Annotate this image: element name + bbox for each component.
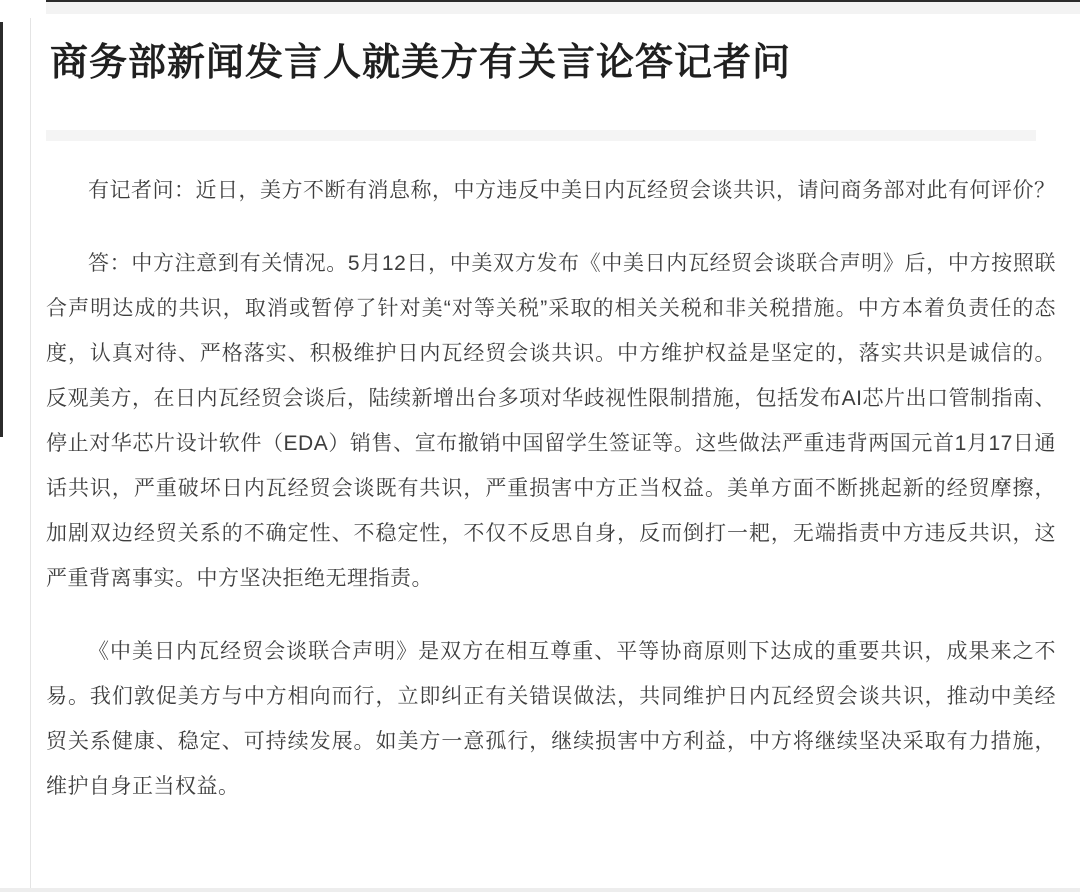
article-paragraph-answer-2: 《中美日内瓦经贸会谈联合声明》是双方在相互尊重、平等协商原则下达成的重要共识，成果来之不易。我们敦促美方与中方相向而行，立即纠正有关错误做法，共同维护日内瓦经贸会谈共识，推动中美经贸关系健康、稳定、可持续发展。如美方一意孤行，继续损害中方利益，中方将继续坚决采取有力措施，维护自身正当权益。 <box>46 640 1056 798</box>
content-left-divider <box>30 18 31 892</box>
article-body <box>46 168 1056 837</box>
article-paragraph-question: 有记者问：近日，美方不断有消息称，中方违反中美日内瓦经贸会谈共识，请问商务部对此有何评价？ <box>88 179 1056 202</box>
top-divider-strip <box>46 2 1080 14</box>
article-paragraph-answer-1: 答：中方注意到有关情况。5月12日，中美双方发布《中美日内瓦经贸会谈联合声明》后，中方按照联合声明达成的共识，取消或暂停了针对美“对等关税”采取的相关关税和非关税措施。中方本着负责任的态度，认真对待、严格落实、积极维护日内瓦经贸会谈共识。中方维护权益是坚定的，落实共识是诚信的。反观美方，在日内瓦经贸会谈后，陆续新增出台多项对华歧视性限制措施，包括发布AI芯片出口管制指南、停止对华芯片设计软件（EDA）销售、宣布撤销中国留学生签证等。这些做法严重违背两国元首1月17日通话共识，严重破坏日内瓦经贸会谈既有共识，严重损害中方正当权益。美单方面不断挑起新的经贸摩擦，加剧双边经贸关系的不确定性、不稳定性，不仅不反思自身，反而倒打一耙，无端指责中方违反共识，这严重背离事实。中方坚决拒绝无理指责。 <box>46 252 1056 590</box>
left-border-line <box>0 22 3 437</box>
bottom-divider-strip <box>0 888 1080 892</box>
article-title: 商务部新闻发言人就美方有关言论答记者问 <box>50 42 792 84</box>
title-divider-strip <box>46 130 1036 141</box>
